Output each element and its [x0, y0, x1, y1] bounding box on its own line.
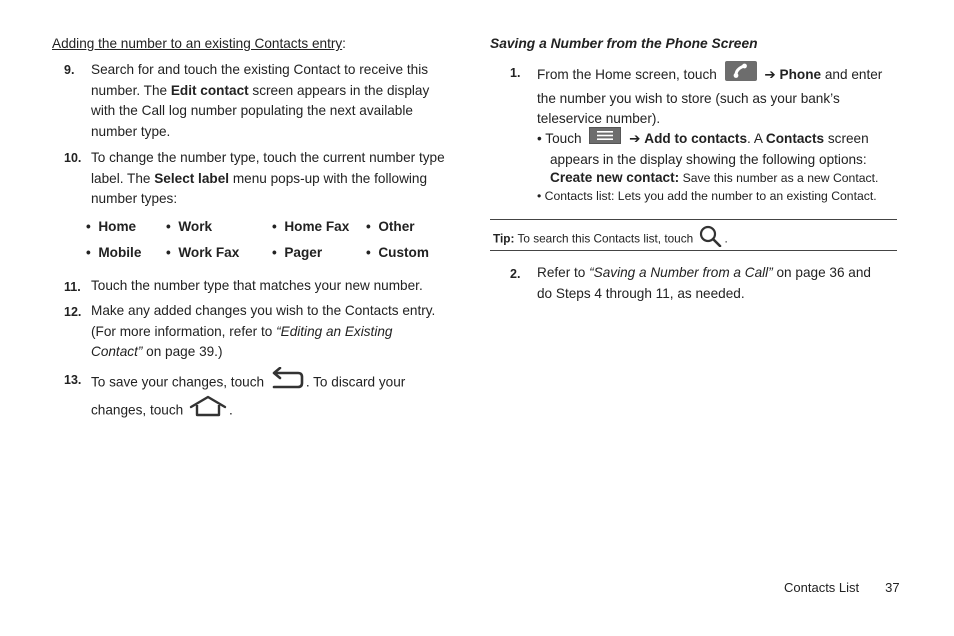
list-item: • Work Fax [166, 245, 240, 260]
footer-section-title: Contacts List [784, 580, 860, 595]
step-text: To save your changes, touch . To discard your changes, touch . [91, 369, 405, 425]
list-item: • Contacts list: Lets you add the number to an existing Contact. [537, 189, 877, 203]
back-arrow-icon [270, 367, 304, 395]
step-text: Search for and touch the existing Contact to receive this number. The Edit contact screen appears in the display with the Call log number populating the next available number type. [91, 62, 430, 139]
step-number: 10. [64, 151, 82, 165]
list-item: • Custom [366, 245, 429, 260]
phone-icon [725, 61, 757, 88]
step-text: Refer to “Saving a Number from a Call” on page 36 and do Steps 4 through 11, as needed. [537, 265, 871, 301]
tip-bottom-rule [490, 250, 897, 251]
step-text: From the Home screen, touch ➔ Phone and enter the number you wish to store (such as your bank’s teleservice number). [537, 62, 882, 130]
page-number: 37 [885, 580, 900, 595]
step-number: 13. [64, 373, 82, 387]
list-item: • Touch ➔ Add to contacts. A Contacts screen appears in the display showing the following options: Create new contact: Save this number as a new Contact. [537, 128, 878, 188]
list-item: • Home [86, 219, 137, 234]
page-footer [784, 580, 900, 595]
list-item: • Mobile [86, 245, 142, 260]
list-item: • Pager [272, 245, 323, 260]
search-icon [698, 225, 722, 250]
step-text: To change the number type, touch the current number type label. The Select label menu pops-up with the following number types: [91, 150, 445, 207]
home-icon [189, 395, 227, 423]
step-number: 11. [64, 280, 81, 294]
tip-note: Tip: To search this Contacts list, touch . [493, 227, 728, 252]
section-heading: Adding the number to an existing Contacts entry: [52, 36, 346, 51]
step-text: Make any added changes you wish to the Contacts entry. (For more information, refer to “Editing an Existing Contact” on page 39.) [91, 303, 436, 360]
step-text: Touch the number type that matches your new number. [91, 278, 423, 293]
step-number: 1. [510, 66, 521, 80]
list-item: • Work [166, 219, 213, 234]
step-number: 12. [64, 305, 82, 319]
list-item: • Home Fax [272, 219, 350, 234]
list-item: • Other [366, 219, 415, 234]
step-number: 9. [64, 63, 75, 77]
menu-icon [589, 127, 621, 150]
step-number: 2. [510, 267, 521, 281]
section-heading: Saving a Number from the Phone Screen [490, 36, 758, 51]
tip-top-rule [490, 219, 897, 220]
